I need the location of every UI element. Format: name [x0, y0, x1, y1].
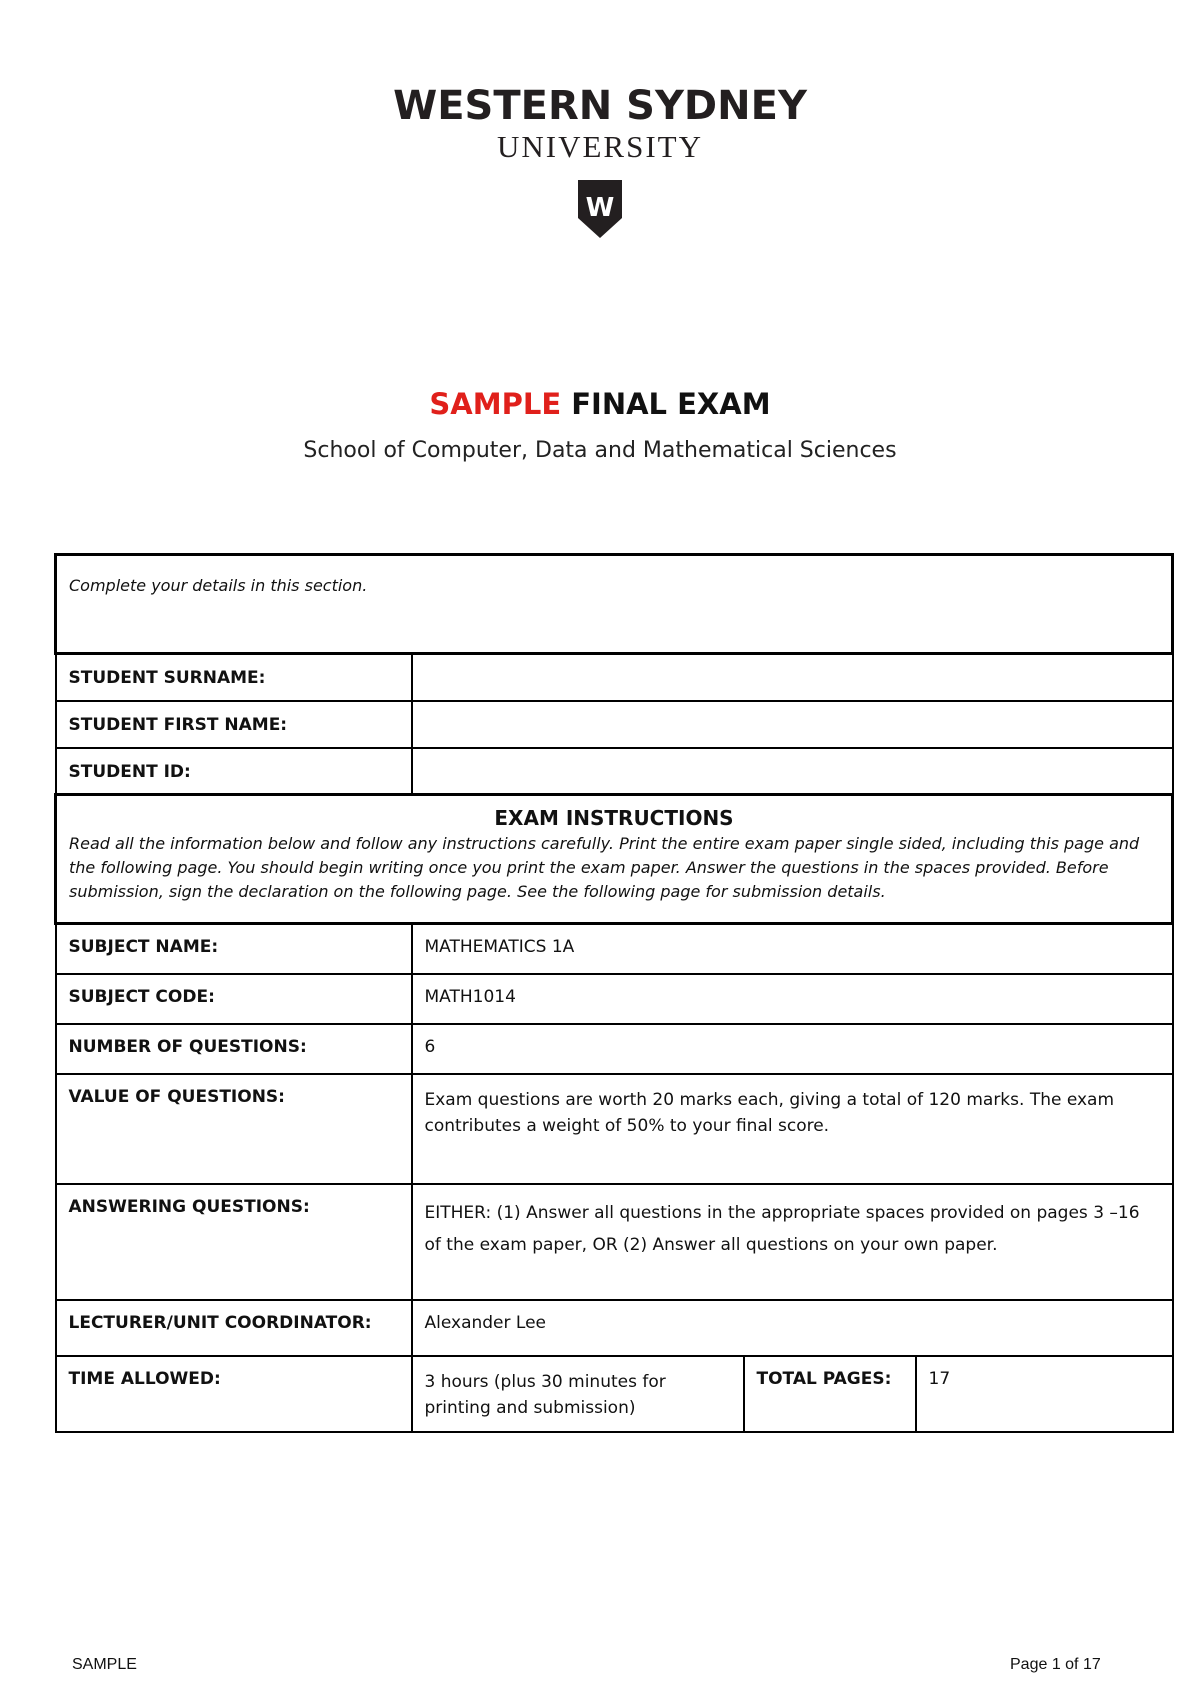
table-row: [56, 1356, 1173, 1432]
surname-label: STUDENT SURNAME:: [56, 654, 412, 702]
total-pages-label: TOTAL PAGES:: [744, 1356, 916, 1432]
university-logo: [390, 82, 810, 267]
lecturer-label: LECTURER/UNIT COORDINATOR:: [56, 1300, 412, 1356]
student-details-table: [54, 553, 1174, 796]
table-row: [56, 1300, 1173, 1356]
footer-sample-label: SAMPLE: [72, 1656, 137, 1673]
table-row: [56, 1184, 1173, 1300]
page-subtitle: School of Computer, Data and Mathematical Sciences: [303, 438, 897, 463]
shield-letter: W: [585, 193, 615, 223]
student-id-label: STUDENT ID:: [56, 748, 412, 795]
title-highlight: SAMPLE: [429, 387, 562, 421]
table-row: [56, 1074, 1173, 1184]
details-note: Complete your details in this section.: [56, 555, 1173, 654]
student-id-field[interactable]: [412, 748, 1173, 795]
first-name-label: STUDENT FIRST NAME:: [56, 701, 412, 748]
instructions-header: [56, 795, 1173, 924]
num-questions-label: NUMBER OF QUESTIONS:: [56, 1024, 412, 1074]
table-row: [56, 924, 1173, 975]
answering-label: ANSWERING QUESTIONS:: [56, 1184, 412, 1300]
lecturer-value: Alexander Lee: [412, 1300, 1173, 1356]
surname-field[interactable]: [412, 654, 1173, 702]
time-allowed-value: 3 hours (plus 30 minutes for printing and submission): [412, 1356, 744, 1432]
total-pages-value: 17: [916, 1356, 1173, 1432]
table-row: [56, 701, 1173, 748]
value-questions-label: VALUE OF QUESTIONS:: [56, 1074, 412, 1184]
subject-name-value: MATHEMATICS 1A: [412, 924, 1173, 975]
first-name-field[interactable]: [412, 701, 1173, 748]
logo-wordmark-line2: UNIVERSITY: [497, 129, 703, 164]
table-row: [56, 748, 1173, 795]
answering-value: EITHER: (1) Answer all questions in the appropriate spaces provided on pages 3 –16 of the exam paper, OR (2) Answer all questions on your own paper.: [412, 1184, 1173, 1300]
subject-code-value: MATH1014: [412, 974, 1173, 1024]
page-title: [0, 386, 1200, 422]
logo-wordmark-line1: WESTERN SYDNEY: [393, 83, 807, 129]
instructions-title: EXAM INSTRUCTIONS: [494, 806, 734, 830]
subject-code-label: SUBJECT CODE:: [56, 974, 412, 1024]
table-row: [56, 1024, 1173, 1074]
num-questions-value: 6: [412, 1024, 1173, 1074]
exam-instructions-table: [54, 793, 1174, 1433]
title-rest: FINAL EXAM: [561, 387, 771, 421]
table-row: [56, 654, 1173, 702]
time-allowed-label: TIME ALLOWED:: [56, 1356, 412, 1432]
subject-name-label: SUBJECT NAME:: [56, 924, 412, 975]
table-row: [56, 974, 1173, 1024]
footer-page-number: Page 1 of 17: [1010, 1656, 1101, 1673]
value-questions-value: Exam questions are worth 20 marks each, giving a total of 120 marks. The exam contributes a weight of 50% to your final score.: [412, 1074, 1173, 1184]
instructions-text: Read all the information below and follow any instructions carefully. Print the entire exam paper single sided, including this page and the following page. You should begin writing once you print the exam paper. Answer the questions in the spaces provided. Before submission, sign the declaration on the following page. See the following page for submission details.: [69, 834, 1140, 901]
shield-icon: [576, 178, 624, 240]
